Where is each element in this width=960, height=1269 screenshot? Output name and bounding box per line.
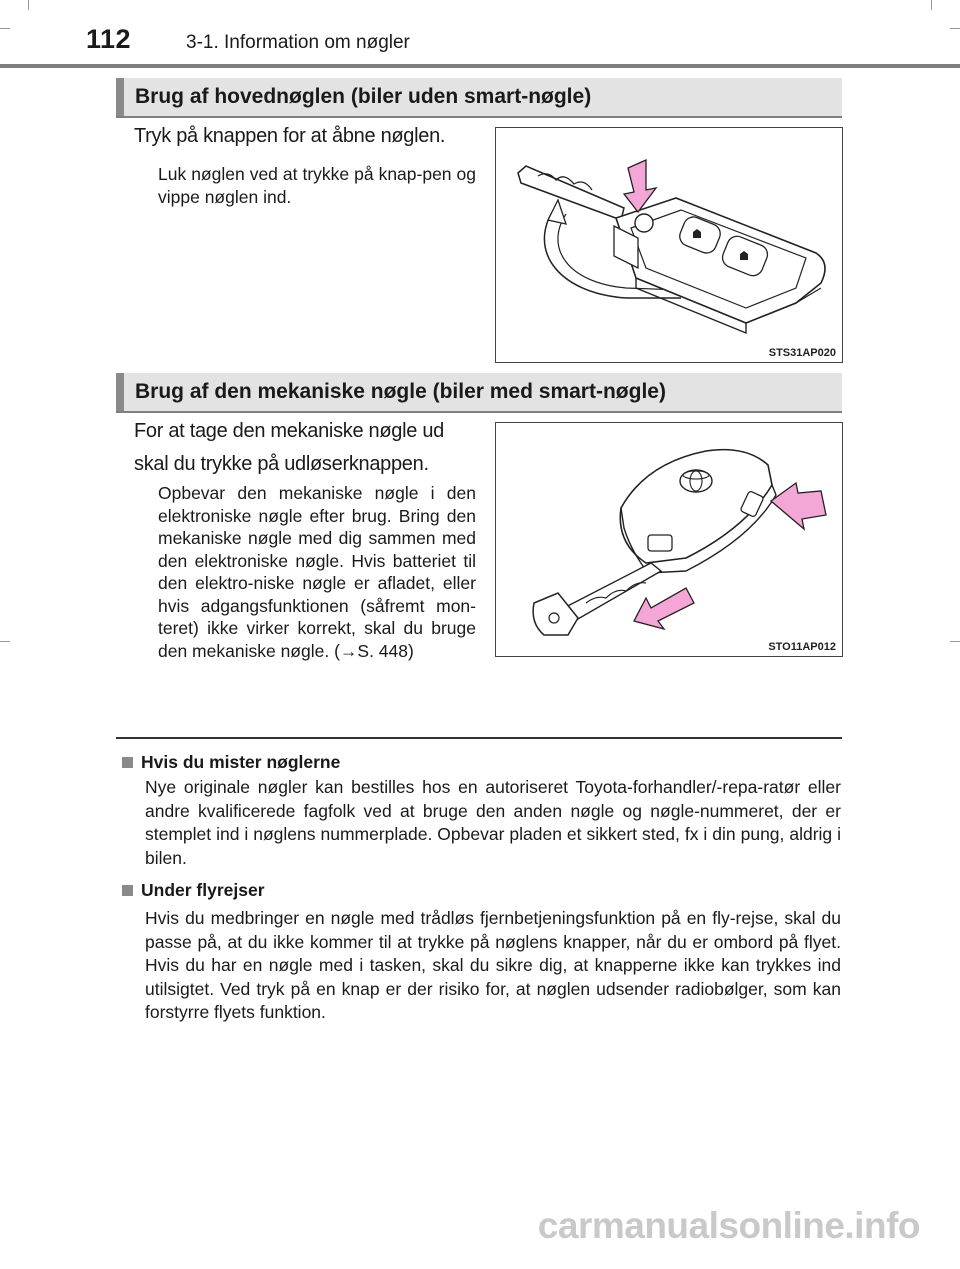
header-rule	[0, 64, 960, 68]
section-heading-text: Brug af den mekaniske nøgle (biler med smart-nøgle)	[135, 380, 666, 403]
section-heading-main-key	[116, 78, 842, 118]
main-key-illustration	[496, 128, 842, 362]
note-title-text: Hvis du mister nøglerne	[141, 752, 341, 772]
note-title-air-travel	[122, 880, 265, 901]
section2-body: Opbevar den mekaniske nøgle i den elektroniske nøgle efter brug. Bring den mekaniske nøgle med dig sammen med den elektroniske nøgle. Hvis batteriet til den elektro-niske nøgle er afladet, eller hvis adgangsfunktionen (såfremt mon-teret) ikke virker korrekt, skal du bruge den mekaniske nøgle. (→S. 448)	[158, 483, 476, 661]
section2-lead: For at tage den mekaniske nøgle ud skal du trykke på udløserknappen.	[134, 420, 444, 475]
crop-mark	[28, 0, 29, 10]
section-accent	[116, 78, 124, 116]
figure-main-key	[495, 127, 843, 363]
crop-mark	[0, 641, 10, 642]
note-body-air-travel: Hvis du medbringer en nøgle med trådløs fjernbetjeningsfunktion på en fly-rejse, skal du passe på, at du ikke kommer til at trykke på nøglens knapper, når du er ombord på flyet. Hvis du har en nøgle med i tasken, skal du sikre dig, at knapperne ikke kan trykkes ind utilsigtet. Ved tryk på en knap er der risiko for, at nøglen udsender radiobølger, som kan forstyrre flyets funktion.	[145, 908, 841, 1022]
figure-code: STS31AP020	[768, 347, 836, 359]
section-accent	[116, 373, 124, 411]
watermark: carmanualsonline.info	[537, 1205, 920, 1246]
section1-lead: Tryk på knappen for at åbne nøglen.	[134, 125, 446, 147]
crop-mark	[0, 28, 10, 29]
crop-mark	[931, 0, 932, 10]
note-body-lost-keys: Nye originale nøgler kan bestilles hos en autoriseret Toyota-forhandler/-repa-ratør eller andre kvalificerede fagfolk ved at bruge den anden nøgle og nøgle-nummeret, der er stemplet ind i nøglens nummerplade. Opbevar pladen et sikkert sted, fx i din pung, aldrig i bilen.	[145, 777, 841, 868]
chapter-title: 3-1. Information om nøgler	[186, 32, 410, 53]
section-heading-text: Brug af hovednøglen (biler uden smart-nøgle)	[135, 85, 592, 108]
page-number: 112	[86, 24, 132, 54]
crop-mark	[950, 641, 960, 642]
smart-key-illustration	[496, 423, 842, 656]
figure-code: STO11AP012	[768, 641, 836, 653]
note-title-lost-keys	[122, 752, 340, 773]
crop-mark	[950, 28, 960, 29]
section1-body: Luk nøglen ved at trykke på knap-pen og vippe nøglen ind.	[158, 164, 476, 207]
figure-mechanical-key	[495, 422, 843, 657]
square-bullet-icon	[122, 757, 133, 768]
section-heading-mechanical-key	[116, 373, 842, 413]
section-separator	[116, 737, 842, 739]
square-bullet-icon	[122, 885, 133, 896]
note-title-text: Under flyrejser	[141, 880, 265, 900]
